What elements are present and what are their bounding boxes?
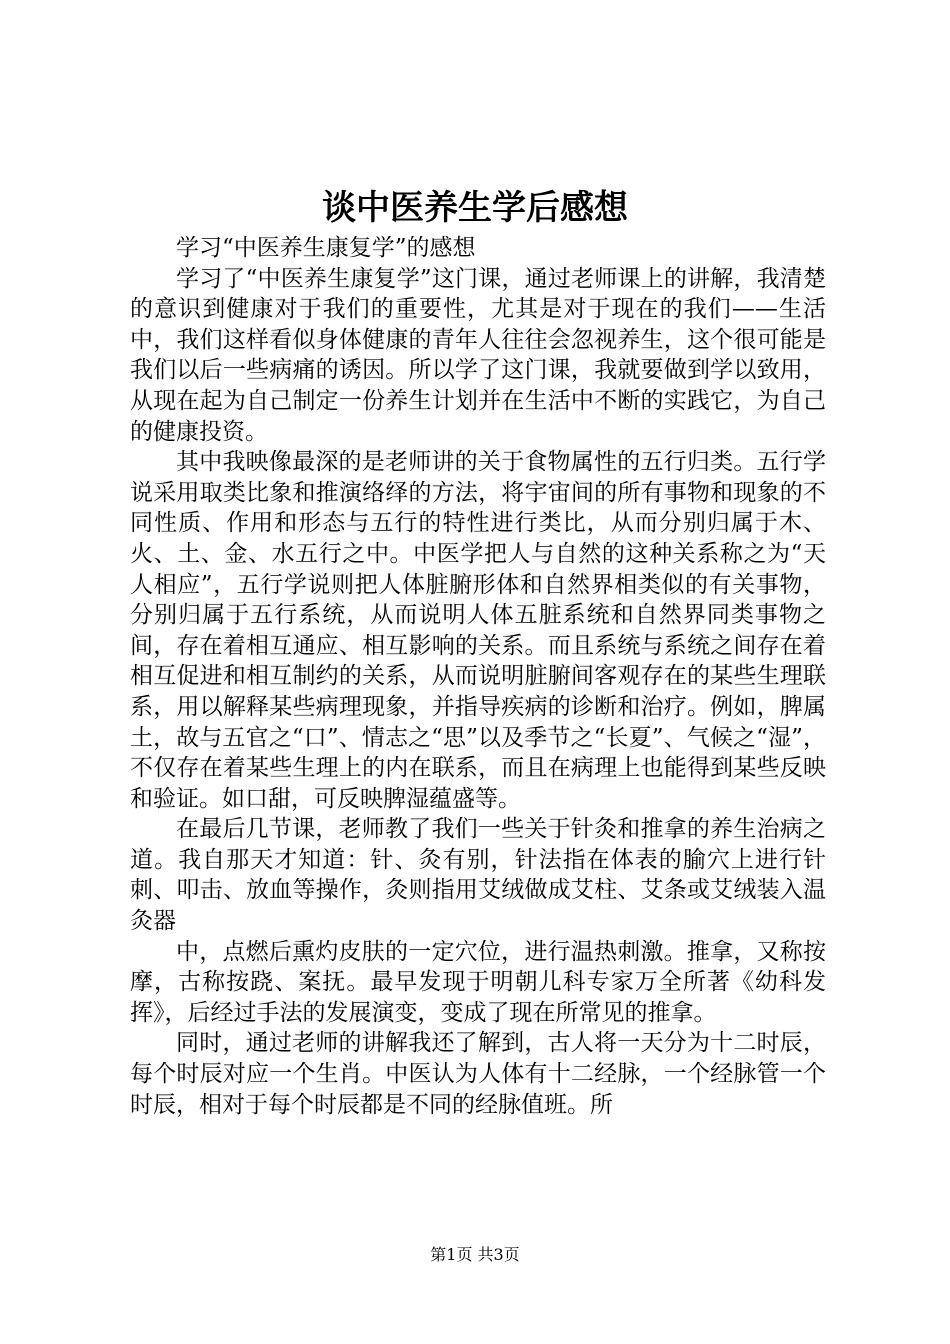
- paragraph-subtitle: 学习“中医养生康复学”的感想: [176, 235, 476, 261]
- page-title: 谈中医养生学后感想: [322, 188, 628, 228]
- paragraph-2: 其中我映像最深的是老师讲的关于食物属性的五行归类。五行学说采用取类比象和推演络绎的方法，将宇宙间的所有事物和现象的不同性质、作用和形态与五行的特性进行类比，从而分别归属于木、火、土、金、水五行之中。中医学把人与自然的这种关系称之为“天人相应”，五行学说则把人体脏腑形体和自然界相类似的有关事物，分别归属于五行系统，从而说明人体五脏系统和自然界同类事物之间，存在着相互通应、相互影响的关系。而且系统与系统之间存在着相互促进和相互制约的关系，从而说明脏腑间客观存在的某些生理联系，用以解释某些病理现象，并指导疾病的诊断和治疗。例如，脾属土，故与五官之“口”、情志之“思”以及季节之“长夏”、气候之“湿”，不仅存在着某些生理上的内在联系，而且在病理上也能得到某些反映和验证。如口甜，可反映脾湿蕴盛等。: [130, 449, 826, 812]
- page-footer: 第1页 共3页: [430, 1245, 520, 1264]
- paragraph-4: 中，点燃后熏灼皮肤的一定穴位，进行温热刺激。推拿，又称按摩，古称按跷、案抚。最早发现于明朝儿科专家万全所著《幼科发挥》，后经过手法的发展演变，变成了现在所常见的推拿。: [130, 938, 826, 1026]
- document-body: [130, 233, 826, 1120]
- paragraph-1: 学习了“中医养生康复学”这门课，通过老师课上的讲解，我清楚的意识到健康对于我们的重要性，尤其是对于现在的我们——生活中，我们这样看似身体健康的青年人往往会忽视养生，这个很可能是我们以后一些病痛的诱因。所以学了这门课，我就要做到学以致用，从现在起为自己制定一份养生计划并在生活中不断的实践它，为自己的健康投资。: [130, 265, 826, 445]
- paragraph-3: 在最后几节课，老师教了我们一些关于针灸和推拿的养生治病之道。我自那天才知道：针、灸有别，针法指在体表的腧穴上进行针刺、叩击、放血等操作，灸则指用艾绒做成艾柱、艾条或艾绒装入温灸器: [130, 816, 826, 935]
- paragraph-5: 同时，通过老师的讲解我还了解到，古人将一天分为十二时辰，每个时辰对应一个生肖。中医认为人体有十二经脉，一个经脉管一个时辰，相对于每个时辰都是不同的经脉值班。所: [130, 1030, 826, 1118]
